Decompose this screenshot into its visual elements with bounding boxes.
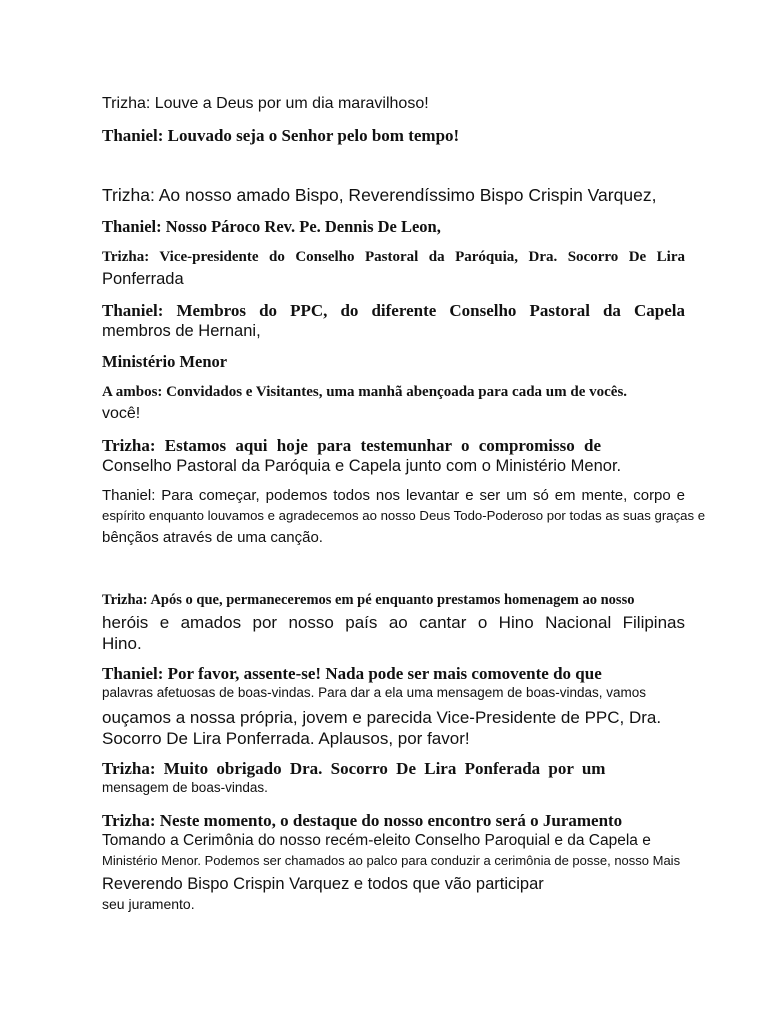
line-conselho-pastoral: Conselho Pastoral da Paróquia e Capela junto com o Ministério Menor. <box>102 457 622 475</box>
line-juramento: seu juramento. <box>102 896 195 912</box>
line-ambos: A ambos: Convidados e Visitantes, uma manhã abençoada para cada um de vocês. <box>102 384 628 400</box>
line-tomando: Tomando a Cerimônia do nosso recém-eleito Conselho Paroquial e da Capela e <box>102 832 651 849</box>
line-trizha-vice: Trizha: Vice-presidente do Conselho Pastoral da Paróquia, Dra. Socorro De Lira <box>102 249 685 265</box>
line-thaniel-louvado: Thaniel: Louvado seja o Senhor pelo bom tempo! <box>102 126 460 145</box>
line-trizha-louve: Trizha: Louve a Deus por um dia maravilhoso! <box>102 95 429 112</box>
line-aplausos: Socorro De Lira Ponferrada. Aplausos, por favor! <box>102 729 470 748</box>
line-bencaos: bênçãos através de uma canção. <box>102 529 323 546</box>
line-hernani: membros de Hernani, <box>102 322 261 340</box>
line-trizha-estamos: Trizha: Estamos aqui hoje para testemunhar o compromisso de <box>102 436 601 455</box>
line-ministerio: Ministério Menor <box>102 352 228 371</box>
line-trizha-bispo: Trizha: Ao nosso amado Bispo, Reverendíssimo Bispo Crispin Varquez, <box>102 185 657 205</box>
line-voce: você! <box>102 405 141 422</box>
line-thaniel-favor: Thaniel: Por favor, assente-se! Nada pode ser mais comovente do que <box>102 664 602 683</box>
line-ponferrada: Ponferrada <box>102 270 184 288</box>
line-hino: Hino. <box>102 634 142 653</box>
line-oucamos: ouçamos a nossa própria, jovem e parecida Vice-Presidente de PPC, Dra. <box>102 708 662 727</box>
line-mensagem: mensagem de boas-vindas. <box>102 780 268 795</box>
line-palavras: palavras afetuosas de boas-vindas. Para dar a ela uma mensagem de boas-vindas, vamos <box>102 685 647 700</box>
line-herois: heróis e amados por nosso país ao cantar o Hino Nacional Filipinas <box>102 613 685 632</box>
line-ministerio-menor: Ministério Menor. Podemos ser chamados ao palco para conduzir a cerimônia de posse, nosso Mais <box>102 853 681 868</box>
line-thaniel-membros: Thaniel: Membros do PPC, do diferente Conselho Pastoral da Capela <box>102 301 685 320</box>
line-espirito: espírito enquanto louvamos e agradecemos ao nosso Deus Todo-Poderoso por todas as suas graças e <box>102 508 706 523</box>
line-thaniel-comecar: Thaniel: Para começar, podemos todos nos levantar e ser um só em mente, corpo e <box>102 487 685 504</box>
line-trizha-momento: Trizha: Neste momento, o destaque do nosso encontro será o Juramento <box>102 811 623 830</box>
line-trizha-obrigado: Trizha: Muito obrigado Dra. Socorro De Lira Ponferada por um <box>102 759 606 778</box>
line-thaniel-paroco: Thaniel: Nosso Pároco Rev. Pe. Dennis De Leon, <box>102 217 441 236</box>
line-reverendo: Reverendo Bispo Crispin Varquez e todos que vão participar <box>102 875 544 893</box>
line-trizha-apos: Trizha: Após o que, permaneceremos em pé enquanto prestamos homenagem ao nosso <box>102 592 635 608</box>
